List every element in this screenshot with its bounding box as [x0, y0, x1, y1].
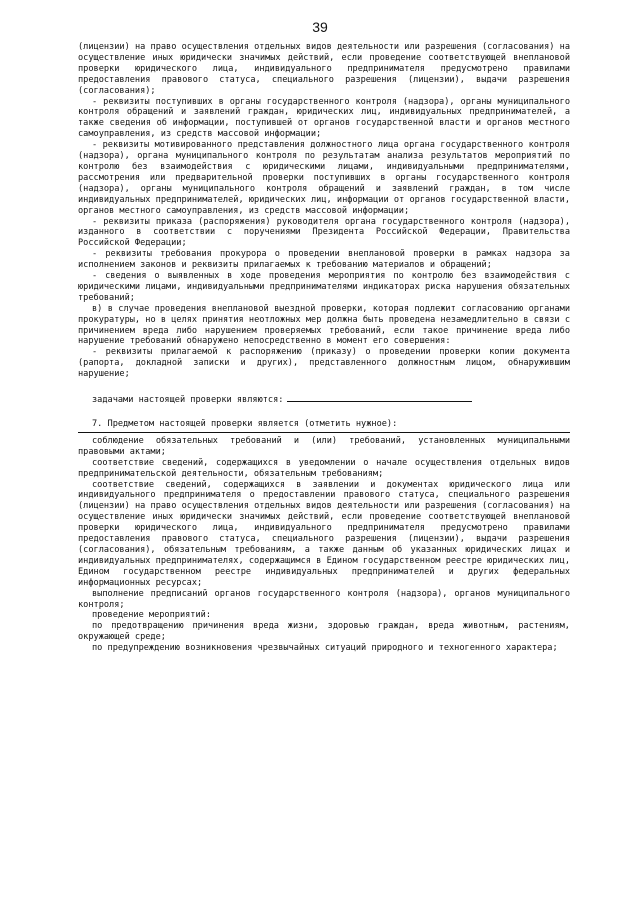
paragraph-prosecutor-demand: - реквизиты требования прокурора о проведении внеплановой проверки в рамках надзора за исполнением законов и реквизиты прилагаемых к требованию материалов и обращений; — [78, 249, 570, 271]
item7-heading: 7. Предметом настоящей проверки является (отметить нужное): — [92, 419, 398, 429]
paragraph-compliance: соблюдение обязательных требований и (или) требований, установленных муниципальными правовыми актами; — [78, 435, 570, 457]
tasks-fill-field[interactable] — [287, 393, 472, 402]
paragraph-measures: проведение мероприятий: — [92, 610, 211, 621]
paragraph-head-order: - реквизиты приказа (распоряжения) руководителя органа государственного контроля (надзора), изданного в соответствии с поручениями Президента Российской Федерации, Правительства Российской Федерации; — [78, 216, 570, 249]
page-number: 39 — [312, 19, 328, 35]
paragraph-orders-execution: выполнение предписаний органов государственного контроля (надзора), органов муниципального контроля; — [78, 588, 570, 610]
paragraph-risk-indicators: - сведения о выявленных в ходе проведения мероприятия по контролю без взаимодействия с юридическими лицами, индивидуальными предпринимателями индикаторах риска нарушения обязательных требований; — [78, 271, 570, 303]
document-body — [78, 42, 570, 654]
paragraph-notification-compliance: соответствие сведений, содержащихся в уведомлении о начале осуществления отдельных видов предпринимательской деятельности, обязательным требованиям; — [78, 457, 570, 479]
divider-line — [78, 432, 570, 433]
tasks-line — [78, 393, 570, 406]
paragraph-urgent-inspection: в) в случае проведения внеплановой выездной проверки, которая подлежит согласованию органами прокуратуры, но в целях принятия неотложных мер должна быть проведена незамедлительно в связи с причинением вреда либо нарушением проверяемых требований, если такое причинение вреда либо нарушение требований обнаружено непосредственно в момент его совершения: — [78, 303, 570, 347]
paragraph-attached-document: - реквизиты прилагаемой к распоряжению (приказу) о проведении проверки копии документа (рапорта, докладной записки и других), представленного должностным лицом, обнаружившим нарушение; — [78, 347, 570, 380]
paragraph-harm-prevention: по предотвращению причинения вреда жизни, здоровью граждан, вреда животным, растениям, окружающей среде; — [78, 621, 570, 643]
paragraph-appeals-details: - реквизиты поступивших в органы государственного контроля (надзора), органы муниципального контроля обращений и заявлений граждан, юридических лиц, индивидуальных предпринимателей, а также сведения об информации, поступившей от органов государственной власти и органов местного самоуправления, из средств массовой информации; — [78, 96, 570, 140]
paragraph-motivated-submission: - реквизиты мотивированного представления должностного лица органа государственного контроля (надзора), органа муниципального контроля по результатам анализа результатов мероприятий по контролю без взаимодействия с юридическими лицами, индивидуальными предпринимателями, рассмотрения или предварительной проверки поступивших в органы государственного контроля (надзора), органы муниципального контроля обращений и заявлений граждан, в том числе индивидуальных предпринимателей, юридических лиц, информации от органов государственной власти, органов местного самоуправления, из средств массовой информации; — [78, 140, 570, 216]
paragraph-application-compliance: соответствие сведений, содержащихся в заявлении и документах юридического лица или индивидуального предпринимателя о предоставлении правового статуса, специального разрешения (лицензии) на право осуществления отдельных видов деятельности или разрешения (согласования) на осуществление иных юридически значимых действий, если проведение соответствующей внеплановой проверки юридического лица, индивидуального предпринимателя предусмотрено правилами предоставления правового статуса, специального разрешения (лицензии), выдачи разрешения (согласования), обязательным требованиям, а также данным об указанных юридических лицах и индивидуальных предпринимателях, содержащимся в Едином государственном реестре юридических лиц, Едином государственном реестре индивидуальных предпринимателей и других федеральных информационных ресурсах; — [78, 479, 570, 588]
paragraph-emergency-prevention: по предупреждению возникновения чрезвычайных ситуаций природного и техногенного характера; — [92, 643, 558, 654]
tasks-label: задачами настоящей проверки являются: — [92, 395, 284, 406]
paragraph-license-continuation: (лицензии) на право осуществления отдельных видов деятельности или разрешения (согласования) на осуществление иных юридически значимых действий, если проведение соответствующей внеплановой проверки юридического лица, индивидуального предпринимателя предусмотрено правилами предоставления правового статуса, специального разрешения (лицензии), выдачи разрешения (согласования); — [78, 42, 570, 96]
